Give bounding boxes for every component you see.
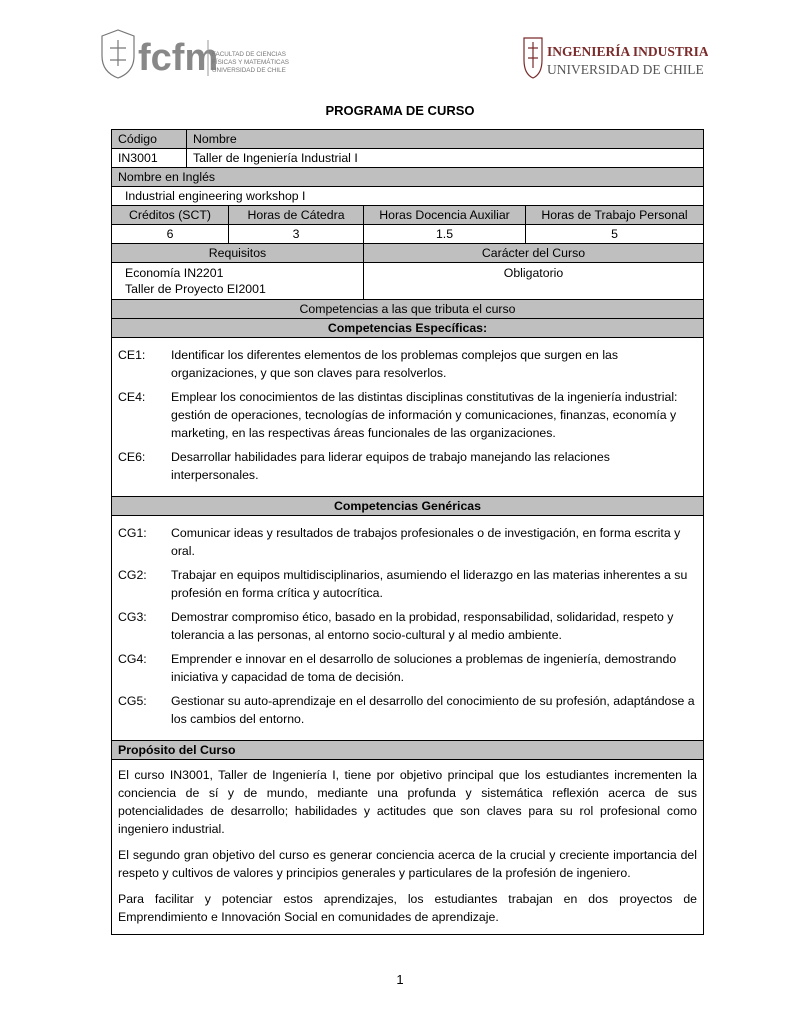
course-code: IN3001 bbox=[118, 151, 158, 165]
course-name: Taller de Ingeniería Industrial I bbox=[186, 149, 703, 167]
competency-text: Emplear los conocimientos de las distintas disciplinas constitutivas de la ingeniería industrial: gestión de operaciones, tecnologías de información y comunicaciones, finanzas, economía y marketing, en las respectivas áreas funcionales de las organizaciones. bbox=[171, 390, 678, 440]
list-item bbox=[118, 448, 697, 484]
credits-value: 6 bbox=[166, 227, 174, 241]
purpose-title-row bbox=[112, 741, 703, 760]
code-label: Código bbox=[118, 132, 157, 146]
list-item bbox=[118, 524, 697, 560]
list-item bbox=[118, 388, 697, 442]
competency-text: Trabajar en equipos multidisciplinarios, asumiendo el liderazgo en las materias inherentes a su profesión en forma crítica y autocrítica. bbox=[171, 568, 688, 600]
specific-competencies-title-row bbox=[112, 319, 703, 338]
fcfm-line-3: UNIVERSIDAD DE CHILE bbox=[212, 67, 286, 74]
purpose-title: Propósito del Curso bbox=[118, 743, 236, 757]
logo-line-2: UNIVERSIDAD DE CHILE bbox=[547, 62, 704, 77]
personal-hours-value: 5 bbox=[525, 225, 703, 243]
name-label: Nombre bbox=[186, 130, 703, 148]
hours-row bbox=[112, 225, 703, 244]
page-number: 1 bbox=[396, 972, 404, 987]
competency-text: Identificar los diferentes elementos de los problemas complejos que surgen en las organizaciones, y que son claves para resolverlos. bbox=[171, 348, 619, 380]
generic-competencies-title: Competencias Genéricas bbox=[334, 499, 481, 513]
specific-competencies-row bbox=[112, 338, 703, 497]
fcfm-mark: fcfm bbox=[138, 37, 219, 79]
english-name-label: Nombre en Inglés bbox=[118, 170, 216, 184]
code-name-row bbox=[112, 149, 703, 168]
university-shield-icon bbox=[524, 38, 542, 78]
competency-code: CG5: bbox=[118, 694, 147, 708]
lecture-hours-label: Horas de Cátedra bbox=[228, 206, 363, 224]
competency-code: CE4: bbox=[118, 390, 146, 404]
competency-text: Desarrollar habilidades para liderar equipos de trabajo manejando las relaciones interpersonales. bbox=[171, 450, 610, 482]
purpose-paragraph-1: El curso IN3001, Taller de Ingeniería I, tiene por objetivo principal que los estudiantes incrementen la conciencia de sí y de mundo, mediante una profunda y sistemática reflexión acerca de sus potencialidades de desarrollo; habilidades y actitudes que son claves para su rol profesional como ingeniero industrial. bbox=[118, 768, 697, 836]
logo-line-1: INGENIERÍA INDUSTRIAL bbox=[547, 44, 708, 59]
course-program-table bbox=[111, 129, 704, 935]
list-item bbox=[118, 650, 697, 686]
competencies-title-row bbox=[112, 300, 703, 319]
competency-code: CG4: bbox=[118, 652, 147, 666]
specific-competencies-list bbox=[112, 338, 703, 496]
character-label: Carácter del Curso bbox=[363, 244, 703, 262]
competencies-title: Competencias a las que tributa el curso bbox=[299, 302, 516, 316]
requirements-label: Requisitos bbox=[208, 246, 267, 260]
competency-code: CE6: bbox=[118, 450, 146, 464]
purpose-paragraph-2: El segundo gran objetivo del curso es generar conciencia acerca de la crucial y creciente importancia del respeto y cultivos de valores y principios generales y particulares de la profesión de ingeniero. bbox=[118, 848, 697, 880]
english-name-row bbox=[112, 187, 703, 206]
credits-label: Créditos (SCT) bbox=[129, 208, 211, 222]
aux-hours-label: Horas Docencia Auxiliar bbox=[363, 206, 525, 224]
competency-text: Demostrar compromiso ético, basado en la probidad, responsabilidad, solidaridad, respeto y tolerancia a las personas, al entorno socio-cultural y al medio ambiente. bbox=[171, 610, 674, 642]
generic-competencies-title-row bbox=[112, 497, 703, 516]
requirements-row bbox=[112, 263, 703, 300]
personal-hours-label: Horas de Trabajo Personal bbox=[525, 206, 703, 224]
list-item bbox=[118, 346, 697, 382]
page-title: PROGRAMA DE CURSO bbox=[325, 103, 475, 118]
competency-text: Comunicar ideas y resultados de trabajos profesionales o de investigación, en forma escrita y oral. bbox=[171, 526, 681, 558]
list-item bbox=[118, 692, 697, 728]
list-item bbox=[118, 608, 697, 644]
purpose-text bbox=[112, 760, 703, 934]
competency-code: CG1: bbox=[118, 526, 147, 540]
fcfm-line-1: FACULTAD DE CIENCIAS bbox=[212, 51, 286, 58]
generic-competencies-list bbox=[112, 516, 703, 740]
requirements-list bbox=[112, 263, 363, 299]
course-character: Obligatorio bbox=[363, 263, 703, 299]
hours-header-row bbox=[112, 206, 703, 225]
competency-code: CG3: bbox=[118, 610, 147, 624]
requirements-header-row bbox=[112, 244, 703, 263]
fcfm-line-2: FÍSICAS Y MATEMÁTICAS bbox=[212, 59, 289, 66]
competency-code: CE1: bbox=[118, 348, 146, 362]
requirement-1: Economía IN2201 bbox=[125, 266, 224, 280]
lecture-hours-value: 3 bbox=[228, 225, 363, 243]
requirement-2: Taller de Proyecto EI2001 bbox=[125, 282, 266, 296]
code-name-header-row bbox=[112, 130, 703, 149]
aux-hours-value: 1.5 bbox=[363, 225, 525, 243]
competency-text: Gestionar su auto-aprendizaje en el desarrollo del conocimiento de su profesión, adaptándose a los cambios del entorno. bbox=[171, 694, 695, 726]
purpose-row bbox=[112, 760, 703, 934]
competency-code: CG2: bbox=[118, 568, 147, 582]
competency-text: Emprender e innovar en el desarrollo de soluciones a problemas de ingeniería, demostrando iniciativa y capacidad de toma de decisión. bbox=[171, 652, 677, 684]
generic-competencies-row bbox=[112, 516, 703, 741]
specific-competencies-title: Competencias Específicas: bbox=[327, 321, 488, 335]
ingenieria-industrial-logo bbox=[522, 34, 708, 80]
university-seal-icon bbox=[102, 30, 134, 78]
list-item bbox=[118, 566, 697, 602]
english-name-header-row bbox=[112, 168, 703, 187]
purpose-paragraph-3: Para facilitar y potenciar estos aprendizajes, los estudiantes trabajan en dos proyectos de Emprendimiento e Innovación Social en comunidades de aprendizaje. bbox=[118, 892, 697, 924]
english-name: Industrial engineering workshop I bbox=[125, 189, 306, 203]
fcfm-logo bbox=[98, 26, 298, 82]
